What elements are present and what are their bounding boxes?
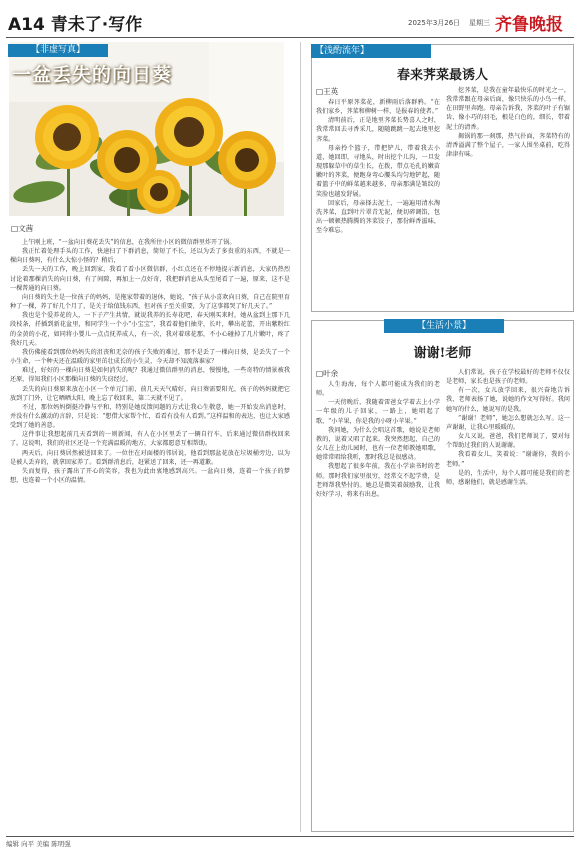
paragraph: 我看着女儿，笑着说：“谢谢你，我的小老师。”: [446, 451, 570, 468]
paragraph: 清明前后，正是地里荠菜长势喜人之时，我常常回去寻香采几，随随跳跳一起去地里挖荠菜。: [316, 117, 440, 143]
paragraph: 上午刚上班，“一盆向日葵花丢失”的信息，在我所住小区的微信群里炸开了锅。: [22, 239, 236, 246]
paragraph: 揭锅的那一刹那，热气扑面，荠菜特有的清香溢满了整个屋子，一家人围坐桌前，吃得津津有味。: [446, 132, 570, 159]
article-title: 谢谢!老师: [413, 346, 472, 361]
paragraph: 丢失一天的工作，晚上回到家，我看了看小区微信群，小红点还在不停地提示新消息，大家仍热烈讨论着那棵消失的向日葵，有了间隙，再加上一点好奇，我把群消息从头至尾看了一遍，原来，这不是一棵普通的向日葵。: [10, 266, 290, 292]
right-top-body-col2: [446, 86, 570, 308]
weekday: 星期三: [469, 19, 490, 27]
column-banner: 【生活小景】: [384, 319, 504, 333]
article-title: 一盆丢失的向日葵: [12, 64, 173, 86]
article-author: □文茜: [11, 224, 34, 233]
column-banner: 【浅酌流年】: [311, 44, 431, 58]
page-footer: 编辑 向平 美编 陈明强: [6, 836, 574, 848]
paragraph: 我想起了很多年前，我在小学读书时的老师。那时我们家里很穷，经常交不起学费，是老师帮我垫付的。她总是微笑着鼓励我，让我好好学习，将来有出息。: [316, 463, 440, 498]
paragraph: 我也是个爱养花的人，一下子产生共情，就说我养的长寿花吧，春天刚买来时，她从盆到上那下几段枝条，扦插到新花盆里，和同学生一个小“小宝宝”，我看着他们抽芽，长叶，攀出花蕾，开出紫粉红的金黄的小花，如同将小婴儿一点点抚养成人，有一次，我对着球花那，不小心碰掉了几片嫩叶，疼了我好几天。: [10, 312, 290, 347]
article-title: 春来荠菜最诱人: [396, 68, 488, 83]
article-author: □王英: [316, 87, 339, 96]
paragraph: 丢失的向日葵原来放在小区一个单元门前，前几天天气晴好，向日葵需要阳光，孩子的妈妈就把它放到了门外，让它晒晒太阳，晚上忘了收回来，第二天就不见了。: [10, 385, 290, 402]
paragraph: 失而复得，孩子露出了开心的笑容，我也为此由衷地感到高兴。一盆向日葵，连着一个孩子的梦想，也连着一个小区的温情。: [10, 467, 290, 485]
article-author: □叶余: [316, 369, 339, 378]
paragraph: 人们常说，孩子在学校最好的老师不仅仅是老师，家长也是孩子的老师。: [446, 369, 570, 386]
paragraph: 母亲拎个篮子，带把铲儿，带着我去小道，她回即，寻地头，时出挖个儿沟，一旦发现那躲草中的草生长，在拨，带点毛孔的嫩苗嫩叶的荠菜，便跑身弯心腰头均匀地铲起，随着篮子中的鲜菜越来越多，母亲那满是皱纹的笑脸也越发舒展。: [316, 144, 440, 198]
paragraph: 回家后，母亲择去泥土，一遍遍用清水淘洗荠菜，直到叶片翠青无泥，便切碎调馅，包出一顿顿热腾腾的荠菜饺子，那份鲜香滋味，至今难忘。: [316, 199, 440, 235]
left-article-body: [10, 238, 290, 832]
paragraph: 有一次，女儿放学回来，很兴奋地告诉我，老师表扬了她，说她的作文写得好。我问她写的什么，她说写的是我。: [446, 387, 570, 413]
paragraph: 一天傍晚后，我随着雷爸女学着去上小学一年级的儿子回家，一路上，她唱起了歌，“小苹果，你是我的小呀小苹果。”: [316, 399, 440, 425]
paragraph: 春日平原荠菜花，新柳雨后落群鸦。“在我们家乡，荠菜和柳树一样，是报春的使者。”: [316, 99, 440, 116]
issue-date: 2025年3月26日: [408, 19, 461, 27]
right-bottom-body-col1: [316, 380, 440, 828]
page-header: [6, 4, 574, 38]
paragraph: 人生海海，每个人都可能成为我们的老师。: [316, 381, 440, 398]
right-bottom-body-col2: [446, 368, 570, 828]
paragraph: 向日葵的失主是一位孩子的妈妈，是拖家带着的退休，她说，“孩子从小喜欢向日葵，自己在院里育种了一棵，养了好几个月了，是关于给值钱东西，但对孩子至关重要，为了这事都哭了好几天了。”: [10, 293, 290, 311]
paragraph: 是的，生活中，每个人都可能是我们的老师，感谢他们，就是感谢生活。: [446, 469, 570, 486]
paragraph: 我仿佛能看到那位妈妈失的沮丧和无奈的孩子失败的难过，那不是丢了一棵向日葵，是丢失了一个小生命，一个种天还在温暖的家里茁壮成长的小生灵，今天却不知流落谁家？: [10, 348, 290, 366]
column-divider: [300, 42, 301, 832]
paragraph: 两天后，向日葵居然被送回来了。一位住在对面楼的邻居说，他看到那盆花放在垃圾桶旁边，以为是被人丢弃的，就拿回家养了。看到群消息后，赶紧送了回来，还一再道歉。: [10, 449, 290, 466]
section-title: A14 青未了·写作: [8, 15, 143, 35]
paragraph: 女儿又说，爸爸，我们老师说了，要对每个帮助过我们的人说谢谢。: [446, 433, 570, 450]
paragraph: “谢谢！老师”，她怎么想就怎么写。这一声谢谢，让我心里暖暖的。: [446, 414, 570, 431]
paragraph: 我正忙着处理手头的工作，快速扫了下群消息，简短了不长，还以为丢了多贵重的东西，不就是一棵向日葵吗，有什么大惊小怪的？稍后，: [10, 248, 290, 265]
paragraph: 挖荠菜，是我在童年最快乐的时光之一，我常常跟在母亲后面，像只快乐的小鸟一样，在田野里奔跑。母亲告诉我，荠菜的叶子有锯齿，像小巧的羽毛，根是白色的，细长，带着泥土的清香。: [446, 87, 570, 131]
newspaper-logo: 齐鲁晚报: [495, 15, 563, 35]
paragraph: 我问她，为什么会唱这首歌，她说是老师教的，说着又唱了起来。我突然想起，自己的女儿在上幼儿园时，也有一位老师教她唱歌，她常常唱给我听，那时我总是很感动。: [316, 426, 440, 462]
paragraph: 难过，好好的一棵向日葵是如何消失的呢？我通过微信群里的消息，慢慢地，一些奇特的情景被我还原，得知我们小区那棵向日葵的失窃经过。: [10, 367, 290, 384]
column-banner: 【非虚写真】: [8, 44, 108, 57]
paragraph: 不过，那位妈妈倒挺冷静与平和，特别是她反馈问题的方式让我心生敬意，她一开始发出消息时，并没有什么激动的言辞，只是说：“想借大家帮个忙，看看有没有人看到。”这样温和的表达，也让大家感受到了她的善意。: [10, 403, 290, 430]
paragraph: 这件事让我想起前几天看到的一则新闻，有人在小区里丢了一辆自行车，后来通过微信群找回来了。这说明，我们的社区还是一个充满温暖的地方，大家都愿意互相帮助。: [10, 431, 290, 448]
right-top-body-col1: [316, 98, 440, 308]
